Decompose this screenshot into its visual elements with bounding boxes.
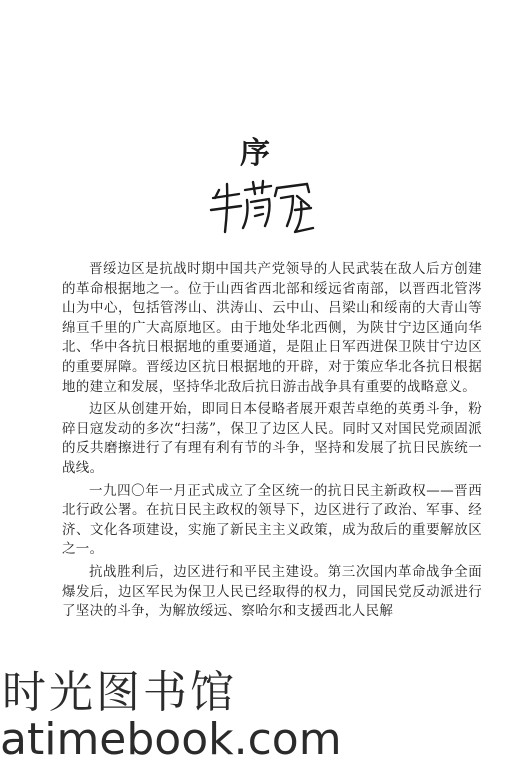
handwritten-signature xyxy=(205,176,315,238)
watermark-site-name: 时光图书馆 xyxy=(2,667,237,718)
paragraph-2: 边区从创建开始，即同日本侵略者展开艰苦卓绝的英勇斗争，粉碎日寇发动的多次“扫荡”，保卫了边区人民。同时又对国民党顽固派的反共磨擦进行了有理有利有节的斗争，坚持和发展了抗日民族统一战线。 xyxy=(62,401,482,476)
watermark-url: atimebook.com xyxy=(0,714,342,765)
paragraph-1: 晋绥边区是抗战时期中国共产党领导的人民武装在敌人后方创建的革命根据地之一。位于山西省西北部和绥远省南部，以晋西北管涔山为中心，包括管涔山、洪涛山、云中山、吕梁山和绥南的大青山等绵亘千里的广大高原地区。由于地处华北西侧，为陕甘宁边区通向华北、华中各抗日根据地的重要通道，是阻止日军西进保卫陕甘宁边区的重要屏障。晋绥边区抗日根据地的开辟，对于策应华北各抗日根据地的建立和发展，坚持华北敌后抗日游击战争具有重要的战略意义。 xyxy=(62,261,482,395)
paragraph-3: 一九四〇年一月正式成立了全区统一的抗日民主新政权——晋西北行政公署。在抗日民主政权的领导下，边区进行了政治、军事、经济、文化各项建设，实施了新民主主义政策，成为敌后的重要解放区之一。 xyxy=(62,482,482,558)
paragraph-4: 抗战胜利后，边区进行和平民主建设。第三次国内革命战争全面爆发后，边区军民为保卫人民已经取得的权力，同国民党反动派进行了坚决的斗争，为解放绥远、察哈尔和支援西北人民解 xyxy=(62,563,482,620)
preface-title: 序 xyxy=(240,136,272,171)
preface-body xyxy=(62,260,482,622)
